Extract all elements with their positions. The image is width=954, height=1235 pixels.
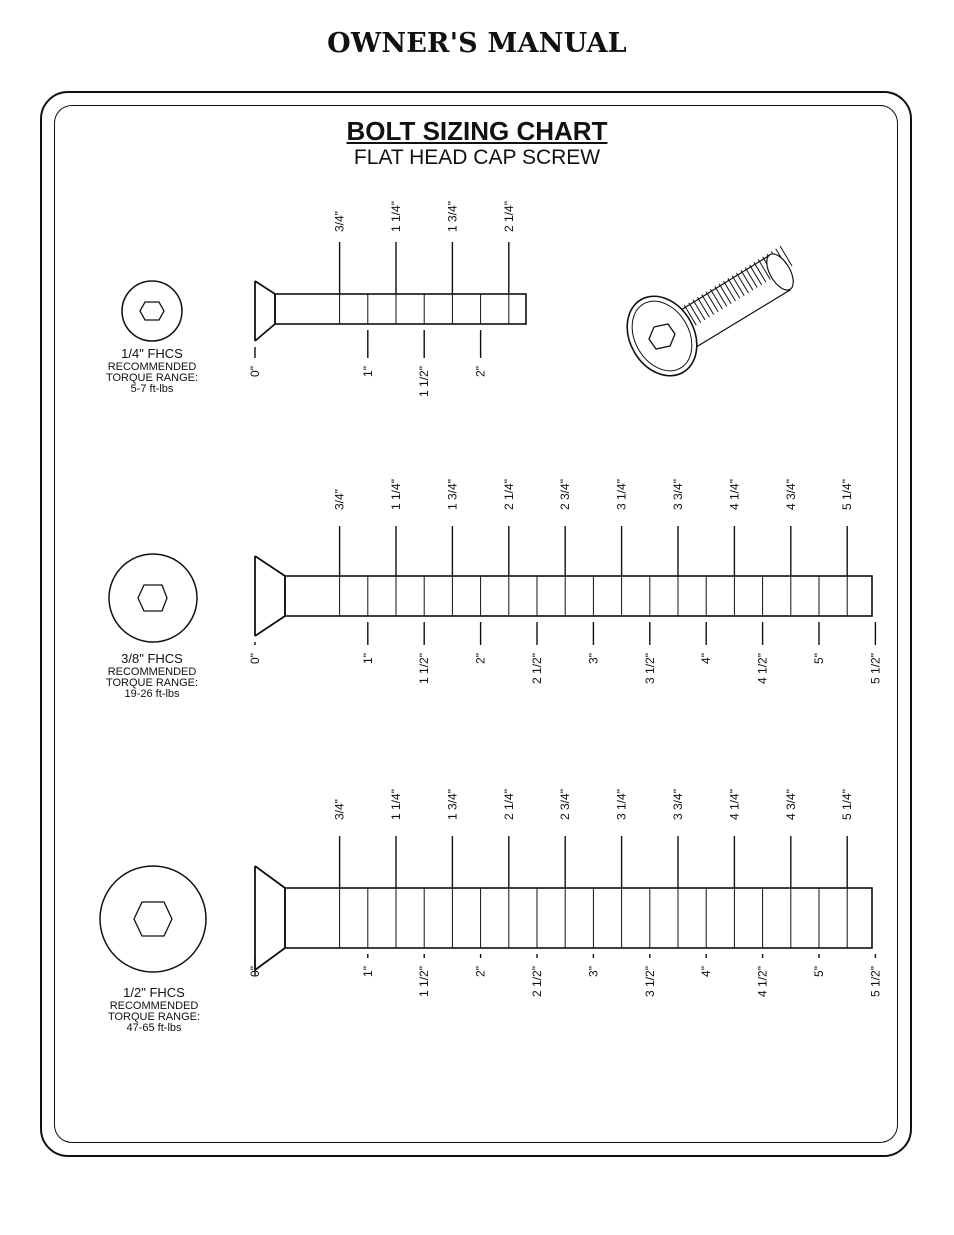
bottom-tick-label: 2" bbox=[473, 966, 488, 977]
top-tick-label: 2 3/4" bbox=[558, 789, 573, 820]
top-tick-label: 2 1/4" bbox=[501, 789, 516, 820]
bottom-tick-label: 3" bbox=[586, 653, 601, 664]
bottom-tick-label: 5 1/2" bbox=[868, 653, 883, 684]
bottom-tick-label: 1" bbox=[360, 366, 375, 377]
recommended-text: RECOMMENDED bbox=[109, 1000, 199, 1012]
torque-range-value: 19-26 ft-lbs bbox=[124, 688, 180, 700]
top-tick-label: 2 1/4" bbox=[501, 479, 516, 510]
bolt-illustration-icon bbox=[613, 246, 798, 388]
bottom-tick-label: 1 1/2" bbox=[417, 653, 432, 684]
top-tick-label: 1 1/4" bbox=[389, 201, 403, 232]
bottom-tick-label: 4 1/2" bbox=[755, 653, 770, 684]
bottom-tick-label: 3 1/2" bbox=[642, 653, 657, 684]
top-tick-label: 3/4" bbox=[332, 211, 347, 232]
top-tick-label: 1 3/4" bbox=[445, 201, 460, 232]
top-tick-label: 4 1/4" bbox=[727, 479, 742, 510]
bottom-tick-label: 4 1/2" bbox=[755, 966, 770, 997]
bottom-tick-label: 0" bbox=[248, 366, 262, 377]
bottom-tick-label: 1" bbox=[360, 653, 375, 664]
top-tick-label: 1 1/4" bbox=[389, 479, 403, 510]
hex-socket-icon bbox=[122, 281, 182, 341]
bottom-tick-label: 0" bbox=[248, 966, 262, 977]
bottom-tick-label: 1" bbox=[360, 966, 375, 977]
bolt-head bbox=[255, 281, 275, 341]
screw-name: 1/4" FHCS bbox=[121, 346, 183, 361]
top-tick-label: 2 3/4" bbox=[558, 479, 573, 510]
chart-title: BOLT SIZING CHART bbox=[346, 116, 608, 146]
top-tick-label: 5 1/4" bbox=[840, 479, 855, 510]
torque-range-label: TORQUE RANGE: bbox=[105, 372, 199, 384]
top-tick-label: 1 3/4" bbox=[445, 479, 460, 510]
chart-subtitle: FLAT HEAD CAP SCREW bbox=[353, 146, 601, 169]
top-tick-label: 3 1/4" bbox=[614, 789, 629, 820]
bolt-shaft bbox=[275, 294, 526, 324]
top-tick-label: 3 3/4" bbox=[671, 479, 685, 510]
bottom-tick-label: 2" bbox=[473, 366, 488, 377]
bottom-tick-label: 1 1/2" bbox=[417, 966, 432, 997]
bottom-tick-label: 1 1/2" bbox=[417, 366, 432, 397]
torque-range-value: 47-65 ft-lbs bbox=[126, 1022, 182, 1034]
top-tick-label: 1 3/4" bbox=[445, 789, 460, 820]
torque-range-label: TORQUE RANGE: bbox=[105, 677, 199, 689]
bottom-tick-label: 3" bbox=[586, 966, 601, 977]
top-tick-label: 4 1/4" bbox=[727, 789, 742, 820]
bolt-shaft bbox=[285, 576, 872, 616]
top-tick-label: 1 1/4" bbox=[389, 789, 403, 820]
hex-socket-icon bbox=[109, 554, 197, 642]
bolt-shaft bbox=[285, 888, 872, 948]
top-tick-label: 3 3/4" bbox=[671, 789, 685, 820]
bottom-tick-label: 0" bbox=[248, 653, 262, 664]
recommended-text: RECOMMENDED bbox=[107, 666, 197, 678]
bottom-tick-label: 2 1/2" bbox=[530, 653, 544, 684]
torque-range-value: 5-7 ft-lbs bbox=[130, 383, 174, 395]
hex-socket-icon bbox=[100, 866, 206, 972]
top-tick-label: 3 1/4" bbox=[614, 479, 629, 510]
bottom-tick-label: 3 1/2" bbox=[642, 966, 657, 997]
bottom-tick-label: 2 1/2" bbox=[530, 966, 544, 997]
top-tick-label: 4 3/4" bbox=[783, 789, 798, 820]
screw-name: 3/8" FHCS bbox=[121, 651, 183, 666]
bottom-tick-label: 5 1/2" bbox=[868, 966, 883, 997]
bottom-tick-label: 5" bbox=[812, 653, 826, 664]
bottom-tick-label: 2" bbox=[473, 653, 488, 664]
bottom-tick-label: 4" bbox=[699, 653, 714, 664]
bottom-tick-label: 5" bbox=[812, 966, 826, 977]
top-tick-label: 2 1/4" bbox=[501, 201, 516, 232]
bolt-head bbox=[255, 556, 285, 636]
bolt-head bbox=[255, 866, 285, 970]
top-tick-label: 5 1/4" bbox=[840, 789, 855, 820]
bottom-tick-label: 4" bbox=[699, 966, 714, 977]
top-tick-label: 3/4" bbox=[332, 489, 347, 510]
manual-header: OWNER'S MANUAL bbox=[327, 28, 627, 59]
screw-name: 1/2" FHCS bbox=[123, 985, 185, 1000]
torque-range-label: TORQUE RANGE: bbox=[107, 1011, 201, 1023]
recommended-text: RECOMMENDED bbox=[107, 361, 197, 373]
top-tick-label: 3/4" bbox=[332, 799, 347, 820]
top-tick-label: 4 3/4" bbox=[783, 479, 798, 510]
